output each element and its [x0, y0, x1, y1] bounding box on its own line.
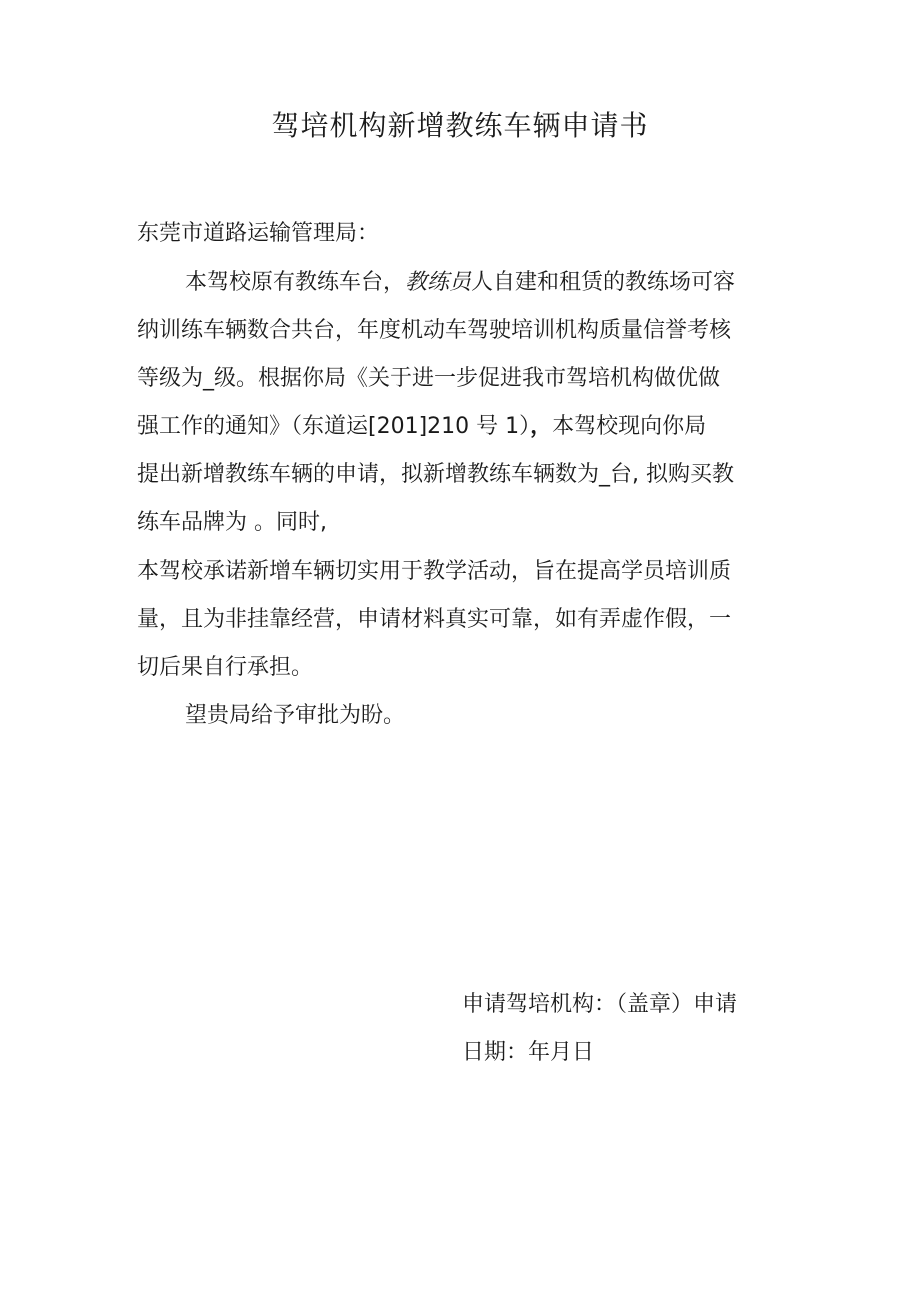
signature-line-1: 申请驾培机构：（盖章）申请: [462, 992, 738, 1017]
body-line-6: 练车品牌为 。同时,: [137, 510, 327, 535]
body-line-9: 切后果自行承担。: [137, 655, 314, 680]
signature-line-2: 日期：年月日: [462, 1040, 595, 1065]
body-line-2: 纳训练车辆数合共台，年度机动车驾驶培训机构质量信誉考核: [137, 318, 732, 343]
body-text: 本驾校原有教练车台，: [185, 270, 406, 295]
italic-text: 教练员: [405, 270, 472, 295]
body-line-1: [185, 268, 735, 298]
bold-comma: ，: [530, 414, 553, 439]
salutation: 东莞市道路运输管理局：: [137, 221, 380, 246]
body-text: 本驾校现向你局: [552, 414, 707, 439]
body-line-4: [137, 412, 706, 442]
body-line-5: 提出新增教练车辆的申请，拟新增教练车辆数为_台, 拟购买教: [137, 462, 734, 487]
closing-line: 望贵局给予审批为盼。: [185, 703, 406, 728]
document-title: 驾培机构新增教练车辆申请书: [271, 109, 649, 142]
body-line-8: 量，且为非挂靠经营，申请材料真实可靠，如有弄虚作假，一: [137, 607, 732, 632]
body-text: 强工作的通知》（东道运[201]210 号 1）: [137, 414, 531, 439]
body-line-3: 等级为_级。根据你局《关于进一步促进我市驾培机构做优做: [137, 366, 721, 391]
body-line-7: 本驾校承诺新增车辆切实用于教学活动，旨在提高学员培训质: [137, 559, 732, 584]
body-text: 人自建和租赁的教练场可容: [471, 270, 736, 295]
